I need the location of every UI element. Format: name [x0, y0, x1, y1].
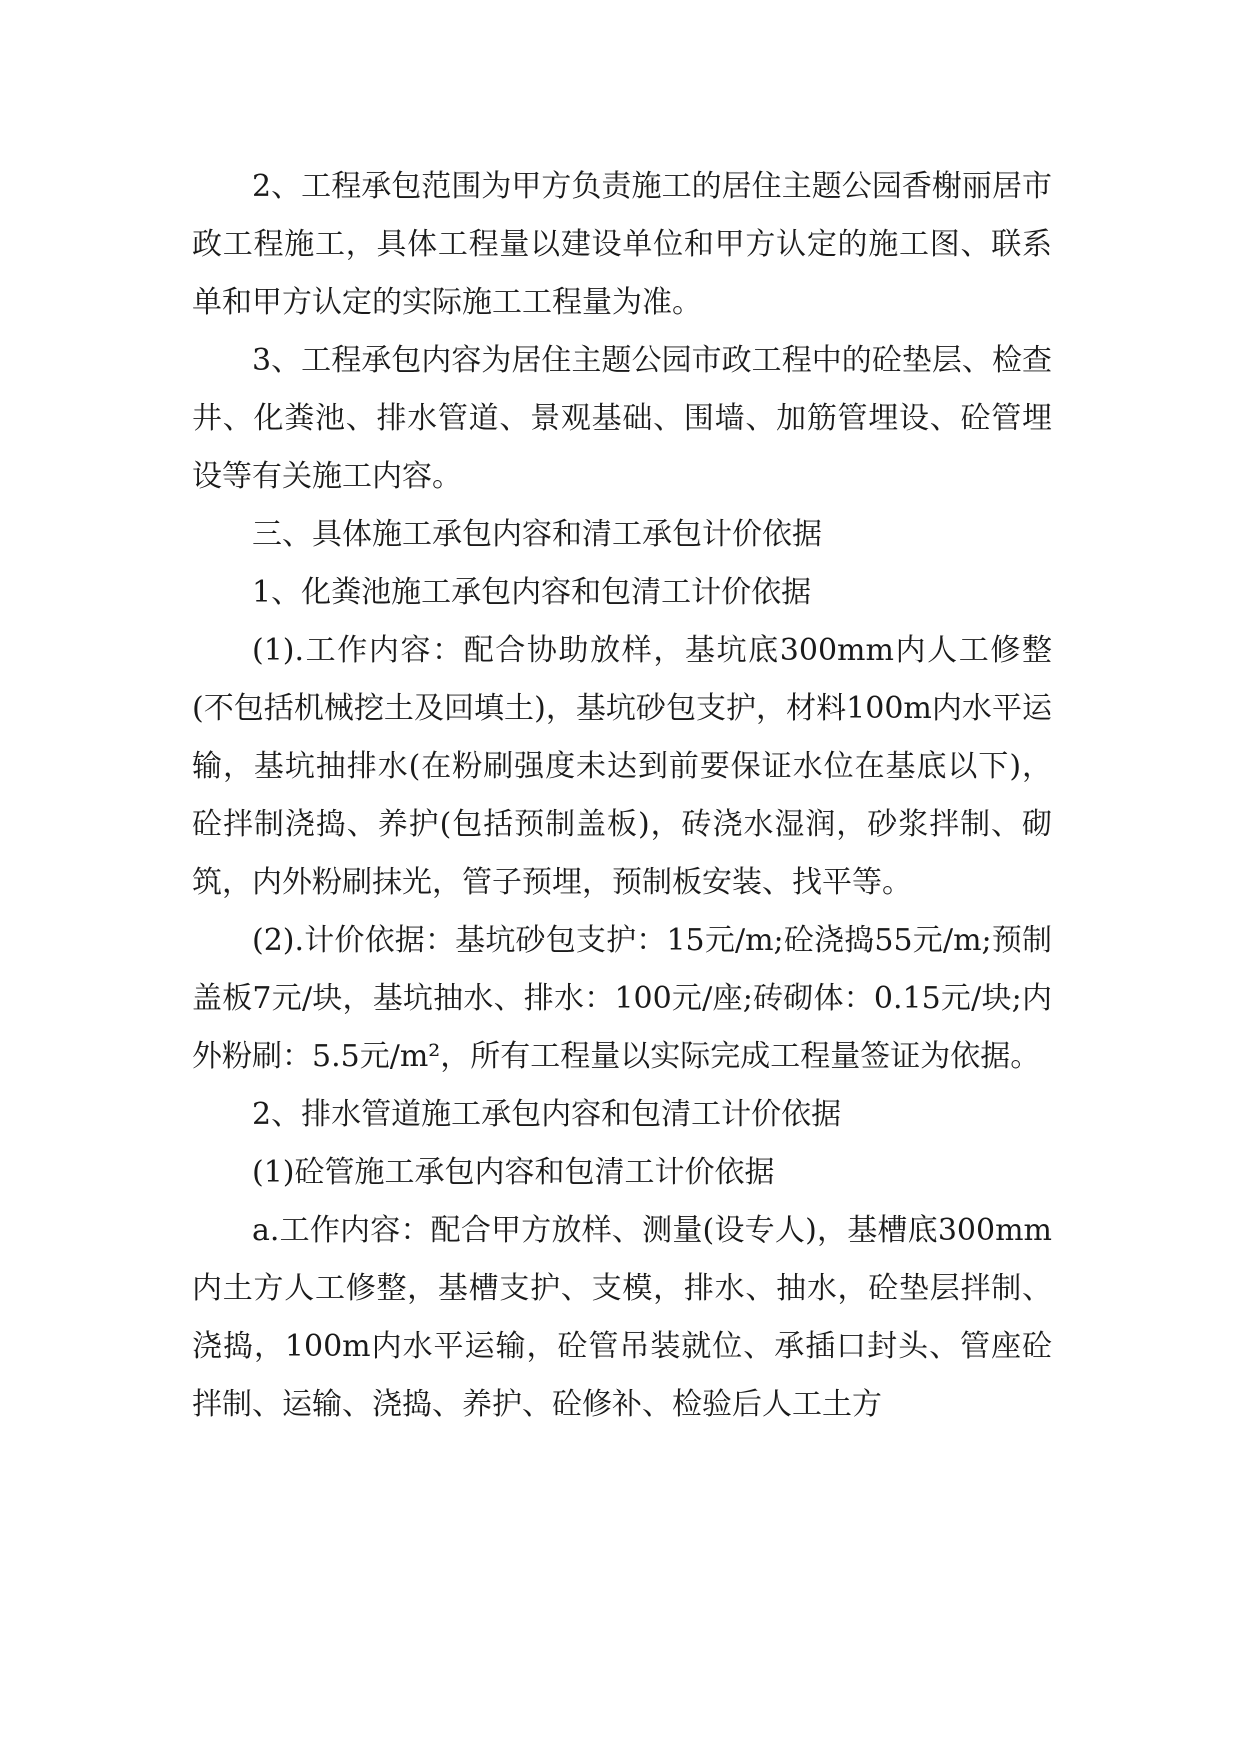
document-body	[192, 158, 1052, 1434]
subsection-heading-septic-tank: 1、化粪池施工承包内容和包清工计价依据	[252, 575, 812, 610]
section-heading-3: 三、具体施工承包内容和清工承包计价依据	[252, 517, 822, 552]
paragraph-septic-work-content: (1).工作内容：配合协助放样，基坑底300mm内人工修整(不包括机械挖土及回填土)，基坑砂包支护，材料100m内水平运输，基坑抽排水(在粉刷强度未达到前要保证水位在基底以下)，砼拌制浇捣、养护(包括预制盖板)，砖浇水湿润，砂浆拌制、砌筑，内外粉刷抹光，管子预埋，预制板安装、找平等。	[192, 633, 1052, 900]
paragraph-septic-pricing: (2).计价依据：基坑砂包支护：15元/m;砼浇捣55元/m;预制盖板7元/块，基坑抽水、排水：100元/座;砖砌体：0.15元/块;内外粉刷：5.5元/m²，所有工程量以实际完成工程量签证为依据。	[192, 923, 1052, 1074]
subsection-heading-concrete-pipe: (1)砼管施工承包内容和包清工计价依据	[252, 1155, 775, 1190]
paragraph-contents: 3、工程承包内容为居住主题公园市政工程中的砼垫层、检查井、化粪池、排水管道、景观基础、围墙、加筋管埋设、砼管埋设等有关施工内容。	[192, 343, 1052, 494]
paragraph-scope: 2、工程承包范围为甲方负责施工的居住主题公园香榭丽居市政工程施工，具体工程量以建设单位和甲方认定的施工图、联系单和甲方认定的实际施工工程量为准。	[192, 169, 1052, 320]
subsection-heading-drainage: 2、排水管道施工承包内容和包清工计价依据	[252, 1097, 842, 1132]
paragraph-concrete-pipe-work-content: a.工作内容：配合甲方放样、测量(设专人)，基槽底300mm内土方人工修整，基槽支护、支模，排水、抽水，砼垫层拌制、浇捣，100m内水平运输，砼管吊装就位、承插口封头、管座砼拌制、运输、浇捣、养护、砼修补、检验后人工土方	[192, 1213, 1052, 1422]
